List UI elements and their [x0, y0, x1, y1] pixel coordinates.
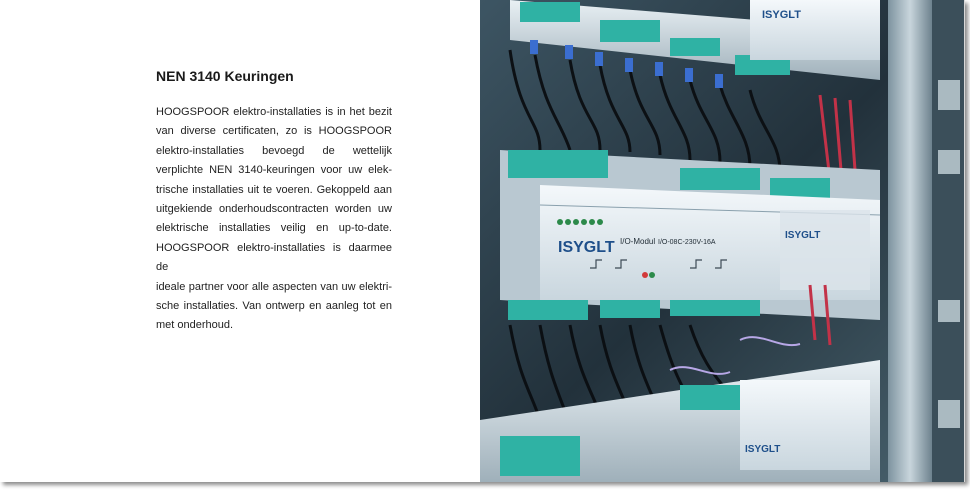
side-brand-label: ISYGLT — [785, 230, 821, 241]
article-line: HOOGSPOOR elektro-installaties is in het bezit — [156, 106, 392, 118]
article-line: van diverse certificaten, zo is HOOGSPOOR — [156, 125, 392, 138]
article-line: elektrische installaties veilig en up-to-date. — [156, 222, 392, 235]
module-name-label: I/O-Modul — [620, 237, 656, 246]
article-line: HOOGSPOOR elektro-installaties is daarmee de — [156, 241, 392, 274]
article-body — [156, 103, 392, 336]
article-line: uitgekiende onderhoudscontracten worden uw — [156, 203, 392, 216]
top-brand-label: ISYGLT — [762, 9, 801, 21]
article-line: trische installaties uit te voeren. Gekoppeld aan — [156, 183, 392, 196]
article-line: met onderhoud. — [156, 319, 234, 332]
article-line: elektro-installaties bevoegd de wettelijk — [156, 144, 392, 157]
module-code-label: I/O-08C-230V-16A — [658, 239, 716, 246]
article-line: sche installaties. Van ontwerp en aanleg tot en — [156, 300, 392, 313]
bottom-brand-label: ISYGLT — [745, 444, 781, 455]
electrical-panel-photo — [480, 0, 964, 482]
module-brand-label: ISYGLT — [558, 239, 615, 256]
text-panel — [0, 0, 480, 482]
article-line: verplichte NEN 3140-keuringen voor uw elek- — [156, 164, 392, 177]
page-title: NEN 3140 Keuringen — [156, 68, 294, 84]
article-line: ideale partner voor alle aspecten van uw elektri- — [156, 280, 392, 293]
